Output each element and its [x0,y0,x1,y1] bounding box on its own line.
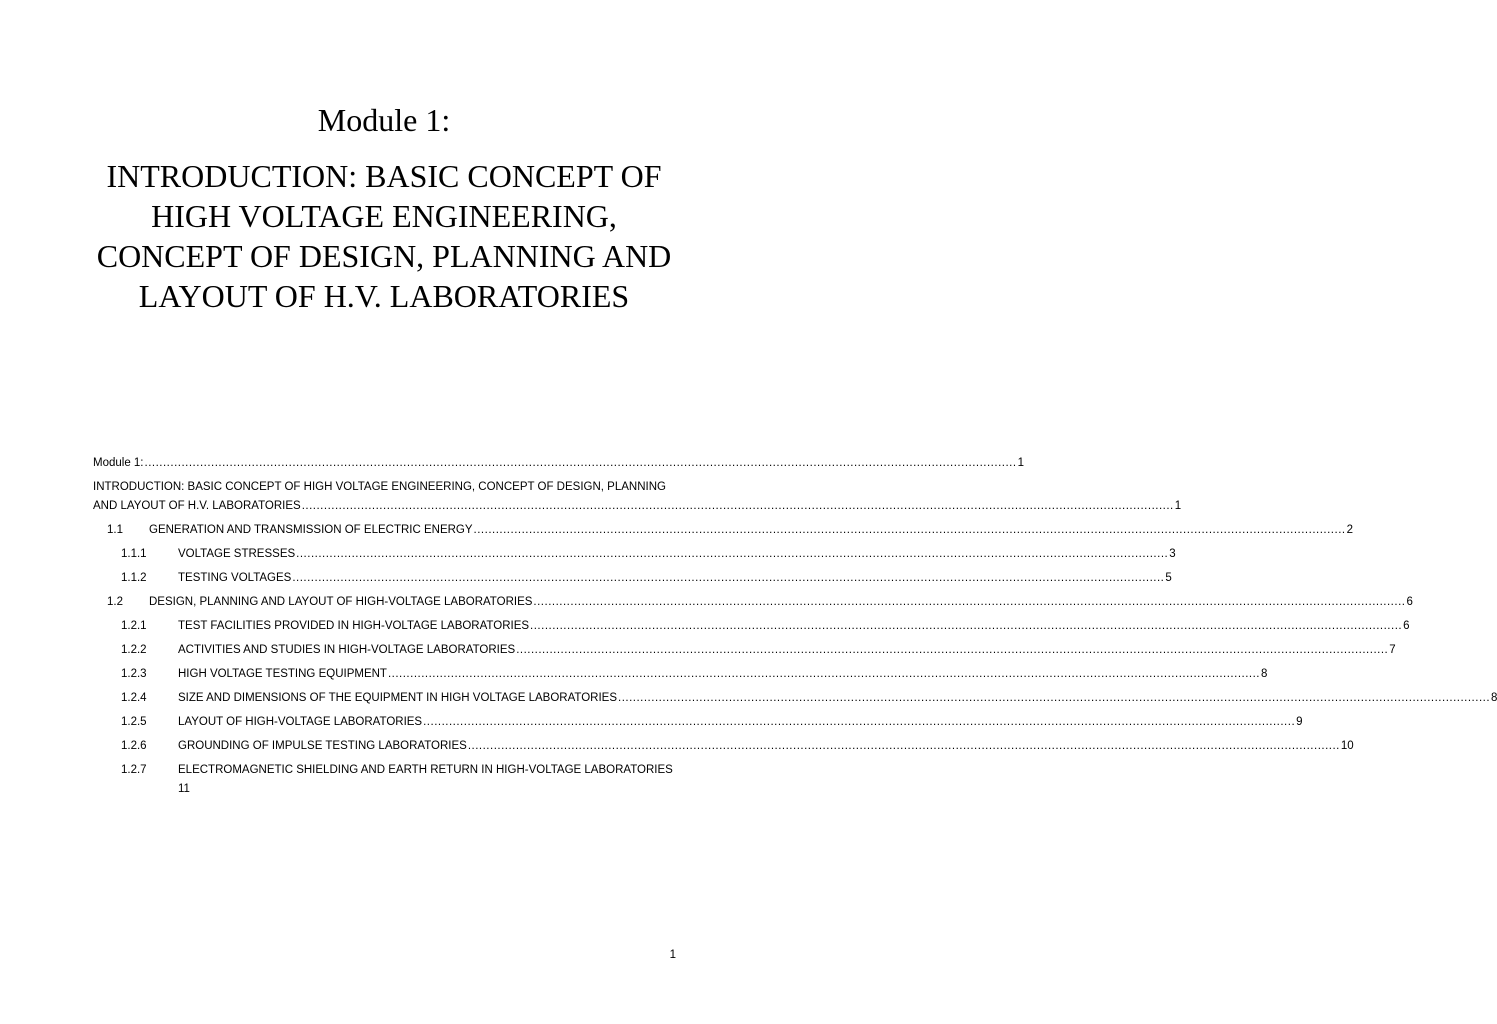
toc-page-number: 1 [1017,457,1024,469]
toc-leader-dots [474,521,1346,540]
toc-entry-1-2[interactable] [93,593,1413,612]
page-footer-number: 1 [669,949,676,961]
toc-entry-number: 1.2.1 [121,620,147,632]
toc-leader-dots [296,545,1168,564]
toc-entry-1-2-5[interactable] [93,713,1303,732]
toc-leader-dots [145,454,1017,473]
toc-entry-number: 1.1.1 [121,548,147,560]
toc-entry-number: 1.2 [107,596,123,608]
toc-page-number: 3 [1169,548,1176,560]
toc-leader-dots [618,689,1490,708]
toc-page-number: 2 [1346,524,1353,536]
toc-entry-number: 1.2.5 [121,716,147,728]
toc-entry-number: 1.2.6 [121,740,147,752]
toc-entry-text-line1: INTRODUCTION: BASIC CONCEPT OF HIGH VOLTAGE ENGINEERING, CONCEPT OF DESIGN, PLANNING [93,481,666,493]
toc-page-number: 8 [1261,668,1268,680]
toc-entry-1-2-2[interactable] [93,641,1396,660]
toc-entry-text: DESIGN, PLANNING AND LAYOUT OF HIGH-VOLTAGE LABORATORIES [149,596,533,608]
toc-page-number: 10 [1340,740,1354,752]
toc-page-number: 11 [178,783,190,795]
toc-entry-number: 1.2.4 [121,692,147,704]
toc-entry-text: SIZE AND DIMENSIONS OF THE EQUIPMENT IN HIGH VOLTAGE LABORATORIES [178,692,617,704]
toc-entry-text: ACTIVITIES AND STUDIES IN HIGH-VOLTAGE LABORATORIES [178,644,516,656]
toc-leader-dots [468,737,1340,756]
toc-entry-number: 1.1.2 [121,572,147,584]
toc-entry-1-2-7[interactable] [93,761,675,799]
toc-entry-text: HIGH VOLTAGE TESTING EQUIPMENT [178,668,387,680]
toc-entry-1-1-1[interactable] [93,545,1176,564]
toc-page-number: 5 [1165,572,1172,584]
toc-entry-1-2-3[interactable] [93,665,1268,684]
toc-leader-dots [423,713,1295,732]
toc-entry-1-2-1[interactable] [93,617,1410,636]
toc-entry-text: GROUNDING OF IMPULSE TESTING LABORATORIES [178,740,467,752]
toc-leader-dots [533,593,1405,612]
table-of-contents [93,454,1497,804]
toc-leader-dots [302,497,1174,516]
toc-entry-1-1-2[interactable] [93,569,1172,588]
toc-entry-number: 1.1 [107,524,123,536]
toc-leader-dots [388,665,1260,684]
toc-entry-text: TESTING VOLTAGES [178,572,292,584]
toc-entry-module-1[interactable] [93,454,1024,473]
document-title: INTRODUCTION: BASIC CONCEPT OF HIGH VOLTAGE ENGINEERING, CONCEPT OF DESIGN, PLANNING AND LAYOUT OF H.V. LABORATORIES [96,158,672,314]
toc-page-number: 1 [1174,500,1182,512]
toc-entry-text: VOLTAGE STRESSES [178,548,296,560]
toc-entry-number: 1.2.2 [121,644,147,656]
toc-entry-1-1[interactable] [93,521,1353,540]
toc-leader-dots [530,617,1402,636]
toc-entry-1-2-6[interactable] [93,737,1354,756]
toc-entry-text: GENERATION AND TRANSMISSION OF ELECTRIC ENERGY [149,524,473,536]
toc-page-number: 8 [1491,692,1497,704]
toc-entry-text: ELECTROMAGNETIC SHIELDING AND EARTH RETURN IN HIGH-VOLTAGE LABORATORIES [178,764,673,776]
toc-entry-text: TEST FACILITIES PROVIDED IN HIGH-VOLTAGE LABORATORIES [178,620,530,632]
toc-page-number: 9 [1296,716,1303,728]
toc-entry-introduction[interactable] [93,478,1182,516]
toc-entry-text: Module 1: [93,457,144,469]
toc-leader-dots [292,569,1164,588]
toc-entry-1-2-4[interactable] [93,689,1497,708]
toc-entry-text-line2: AND LAYOUT OF H.V. LABORATORIES [93,500,301,512]
toc-entry-number: 1.2.7 [121,764,147,776]
toc-leader-dots [516,641,1388,660]
toc-entry-number: 1.2.3 [121,668,147,680]
toc-entry-text: LAYOUT OF HIGH-VOLTAGE LABORATORIES [178,716,423,728]
toc-page-number: 6 [1406,596,1413,608]
module-heading: Module 1: [317,102,451,138]
toc-page-number: 7 [1389,644,1396,656]
toc-page-number: 6 [1403,620,1410,632]
